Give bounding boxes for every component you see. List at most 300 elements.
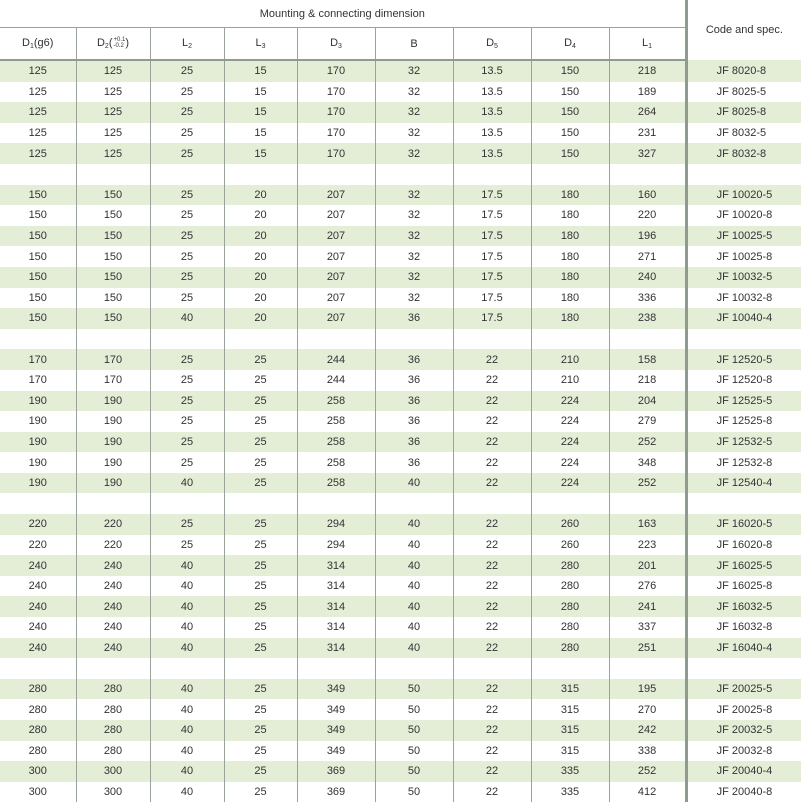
cell-l3: 25 — [224, 720, 297, 741]
cell-d1: 280 — [0, 741, 76, 762]
cell-l2: 25 — [150, 267, 224, 288]
cell-d2: 220 — [76, 514, 150, 535]
cell-l2: 40 — [150, 638, 224, 659]
table-row — [0, 596, 801, 617]
cell-d3: 244 — [297, 370, 375, 391]
cell-d4: 150 — [531, 60, 609, 82]
cell-d1: 280 — [0, 679, 76, 700]
cell-d2 — [76, 658, 150, 679]
cell-d2: 125 — [76, 143, 150, 164]
cell-l1: 218 — [609, 60, 686, 82]
cell-l2 — [150, 493, 224, 514]
cell-d1: 280 — [0, 720, 76, 741]
cell-l3: 20 — [224, 308, 297, 329]
cell-d5: 17.5 — [453, 205, 531, 226]
cell-b: 50 — [375, 782, 453, 802]
cell-b — [375, 329, 453, 350]
table-row — [0, 164, 801, 185]
cell-d4: 150 — [531, 143, 609, 164]
cell-d2 — [76, 164, 150, 185]
cell-l2: 25 — [150, 143, 224, 164]
cell-d1: 150 — [0, 267, 76, 288]
cell-d1 — [0, 164, 76, 185]
cell-l1 — [609, 493, 686, 514]
cell-l2: 25 — [150, 102, 224, 123]
cell-d3: 207 — [297, 185, 375, 206]
table-row — [0, 720, 801, 741]
cell-b: 40 — [375, 473, 453, 494]
cell-d1: 125 — [0, 82, 76, 103]
cell-d5: 17.5 — [453, 226, 531, 247]
cell-b: 32 — [375, 143, 453, 164]
cell-l3: 20 — [224, 267, 297, 288]
table-row — [0, 514, 801, 535]
cell-d2: 240 — [76, 617, 150, 638]
cell-d5: 22 — [453, 514, 531, 535]
cell-d5 — [453, 493, 531, 514]
cell-b: 36 — [375, 370, 453, 391]
cell-d4 — [531, 658, 609, 679]
cell-d4: 280 — [531, 617, 609, 638]
cell-b: 36 — [375, 349, 453, 370]
cell-l3: 15 — [224, 143, 297, 164]
cell-d4: 224 — [531, 432, 609, 453]
cell-d5 — [453, 164, 531, 185]
cell-d1: 300 — [0, 761, 76, 782]
table-row — [0, 617, 801, 638]
cell-code: JF 20025-8 — [686, 699, 801, 720]
cell-d1: 240 — [0, 596, 76, 617]
cell-l3: 25 — [224, 432, 297, 453]
cell-d3: 314 — [297, 596, 375, 617]
cell-b: 32 — [375, 82, 453, 103]
cell-d5: 22 — [453, 370, 531, 391]
cell-l2 — [150, 164, 224, 185]
cell-b — [375, 658, 453, 679]
cell-d2: 190 — [76, 473, 150, 494]
cell-l2: 25 — [150, 288, 224, 309]
cell-l1: 348 — [609, 452, 686, 473]
cell-d4: 180 — [531, 185, 609, 206]
table-row — [0, 185, 801, 206]
cell-d5: 22 — [453, 535, 531, 556]
table-row — [0, 535, 801, 556]
cell-l3: 25 — [224, 679, 297, 700]
cell-d1: 150 — [0, 246, 76, 267]
cell-l3: 25 — [224, 596, 297, 617]
cell-d5: 22 — [453, 720, 531, 741]
cell-b: 32 — [375, 246, 453, 267]
cell-b: 50 — [375, 720, 453, 741]
cell-d5: 22 — [453, 761, 531, 782]
cell-d1: 190 — [0, 473, 76, 494]
cell-d4: 315 — [531, 741, 609, 762]
cell-d1: 150 — [0, 205, 76, 226]
cell-l1: 264 — [609, 102, 686, 123]
table-row — [0, 432, 801, 453]
cell-code: JF 12520-8 — [686, 370, 801, 391]
cell-d1 — [0, 493, 76, 514]
cell-d1: 150 — [0, 185, 76, 206]
cell-d3 — [297, 493, 375, 514]
cell-d3: 207 — [297, 246, 375, 267]
cell-d4: 335 — [531, 761, 609, 782]
cell-b: 50 — [375, 761, 453, 782]
cell-code: JF 8020-8 — [686, 60, 801, 82]
cell-l3: 25 — [224, 349, 297, 370]
cell-l1: 241 — [609, 596, 686, 617]
cell-d3: 207 — [297, 308, 375, 329]
cell-code: JF 10020-5 — [686, 185, 801, 206]
cell-d3: 170 — [297, 102, 375, 123]
cell-d3 — [297, 164, 375, 185]
cell-d2: 190 — [76, 432, 150, 453]
cell-l2: 25 — [150, 60, 224, 82]
cell-l1: 195 — [609, 679, 686, 700]
cell-d4: 224 — [531, 411, 609, 432]
cell-d2: 240 — [76, 576, 150, 597]
cell-d2: 150 — [76, 308, 150, 329]
table-row — [0, 411, 801, 432]
cell-l2: 40 — [150, 720, 224, 741]
cell-code: JF 20040-4 — [686, 761, 801, 782]
cell-l1: 336 — [609, 288, 686, 309]
cell-d5: 22 — [453, 432, 531, 453]
cell-d4: 180 — [531, 226, 609, 247]
cell-d4: 224 — [531, 473, 609, 494]
cell-d2: 125 — [76, 82, 150, 103]
cell-code — [686, 493, 801, 514]
cell-l3: 25 — [224, 699, 297, 720]
col-header-d1: $D_1(g6)$ — [0, 28, 76, 61]
cell-l1 — [609, 329, 686, 350]
cell-d1: 125 — [0, 102, 76, 123]
cell-l3: 20 — [224, 205, 297, 226]
cell-d2: 240 — [76, 596, 150, 617]
cell-code: JF 20025-5 — [686, 679, 801, 700]
cell-d3: 314 — [297, 638, 375, 659]
cell-d5: 22 — [453, 617, 531, 638]
cell-d1 — [0, 329, 76, 350]
cell-d4: 150 — [531, 102, 609, 123]
cell-b: 32 — [375, 267, 453, 288]
cell-b: 36 — [375, 411, 453, 432]
table-row — [0, 658, 801, 679]
cell-d1: 240 — [0, 617, 76, 638]
table-row — [0, 761, 801, 782]
col-header-d3: $D_3$ — [297, 28, 375, 61]
cell-l2: 40 — [150, 782, 224, 802]
cell-code: JF 16032-5 — [686, 596, 801, 617]
cell-d2: 220 — [76, 535, 150, 556]
cell-d4: 224 — [531, 391, 609, 412]
cell-d1: 150 — [0, 308, 76, 329]
table-row — [0, 288, 801, 309]
cell-d1: 190 — [0, 452, 76, 473]
cell-d2: 190 — [76, 411, 150, 432]
cell-l1: 327 — [609, 143, 686, 164]
cell-d4: 180 — [531, 267, 609, 288]
cell-d5: 13.5 — [453, 60, 531, 82]
cell-d2: 150 — [76, 226, 150, 247]
cell-d1: 240 — [0, 555, 76, 576]
cell-code: JF 20040-8 — [686, 782, 801, 802]
cell-d5: 22 — [453, 555, 531, 576]
cell-b: 50 — [375, 679, 453, 700]
cell-d3: 258 — [297, 432, 375, 453]
cell-code: JF 16025-8 — [686, 576, 801, 597]
cell-d1 — [0, 658, 76, 679]
col-header-l3: $L_3$ — [224, 28, 297, 61]
cell-l3: 25 — [224, 761, 297, 782]
cell-l1: 271 — [609, 246, 686, 267]
cell-l2: 40 — [150, 555, 224, 576]
cell-d4: 224 — [531, 452, 609, 473]
cell-l2: 40 — [150, 699, 224, 720]
cell-l1: 204 — [609, 391, 686, 412]
col-header-d2: $D_2(+0.1$ -0.2 ) — [76, 28, 150, 61]
cell-d1: 220 — [0, 535, 76, 556]
cell-d3: 314 — [297, 555, 375, 576]
cell-d3: 207 — [297, 226, 375, 247]
col-header-d4: $D_4$ — [531, 28, 609, 61]
cell-b: 32 — [375, 205, 453, 226]
cell-d5: 22 — [453, 638, 531, 659]
cell-d5: 17.5 — [453, 308, 531, 329]
cell-l1: 251 — [609, 638, 686, 659]
table-row — [0, 82, 801, 103]
cell-b: 40 — [375, 617, 453, 638]
cell-l2: 25 — [150, 205, 224, 226]
cell-l1: 201 — [609, 555, 686, 576]
cell-l3: 15 — [224, 102, 297, 123]
cell-l3: 20 — [224, 226, 297, 247]
cell-d4: 280 — [531, 576, 609, 597]
cell-d4: 150 — [531, 82, 609, 103]
cell-b — [375, 493, 453, 514]
cell-code: JF 8032-5 — [686, 123, 801, 144]
cell-code: JF 16020-8 — [686, 535, 801, 556]
cell-code: JF 10032-5 — [686, 267, 801, 288]
cell-b: 32 — [375, 288, 453, 309]
cell-d5: 22 — [453, 391, 531, 412]
cell-d3: 170 — [297, 82, 375, 103]
cell-d5: 22 — [453, 411, 531, 432]
cell-d5 — [453, 658, 531, 679]
cell-d5: 17.5 — [453, 267, 531, 288]
cell-l3: 25 — [224, 535, 297, 556]
cell-code: JF 16020-5 — [686, 514, 801, 535]
cell-code: JF 8025-8 — [686, 102, 801, 123]
cell-code: JF 20032-5 — [686, 720, 801, 741]
cell-d5: 22 — [453, 699, 531, 720]
cell-d3: 349 — [297, 679, 375, 700]
cell-b: 36 — [375, 391, 453, 412]
cell-l1: 220 — [609, 205, 686, 226]
cell-code: JF 10040-4 — [686, 308, 801, 329]
cell-l1: 270 — [609, 699, 686, 720]
cell-l1: 276 — [609, 576, 686, 597]
cell-l2: 25 — [150, 411, 224, 432]
cell-d5: 22 — [453, 473, 531, 494]
cell-d2: 280 — [76, 679, 150, 700]
cell-l3: 20 — [224, 185, 297, 206]
cell-b: 40 — [375, 514, 453, 535]
cell-l2: 40 — [150, 308, 224, 329]
cell-d2: 125 — [76, 123, 150, 144]
table-row — [0, 473, 801, 494]
cell-d4: 280 — [531, 596, 609, 617]
table-row — [0, 576, 801, 597]
cell-d1: 170 — [0, 349, 76, 370]
cell-b: 40 — [375, 596, 453, 617]
cell-l1: 218 — [609, 370, 686, 391]
cell-code: JF 16032-8 — [686, 617, 801, 638]
cell-code: JF 8032-8 — [686, 143, 801, 164]
code-spec-header: Code and spec. — [686, 0, 801, 60]
cell-code: JF 12532-8 — [686, 452, 801, 473]
cell-d3: 207 — [297, 205, 375, 226]
cell-d5: 22 — [453, 596, 531, 617]
cell-l2: 25 — [150, 452, 224, 473]
table-row — [0, 452, 801, 473]
cell-l2: 40 — [150, 741, 224, 762]
cell-l2: 40 — [150, 473, 224, 494]
cell-d2: 170 — [76, 349, 150, 370]
cell-l1: 337 — [609, 617, 686, 638]
cell-d5: 17.5 — [453, 246, 531, 267]
cell-l1: 240 — [609, 267, 686, 288]
cell-d3 — [297, 658, 375, 679]
cell-l2: 25 — [150, 226, 224, 247]
cell-d4: 315 — [531, 720, 609, 741]
cell-code: JF 12525-5 — [686, 391, 801, 412]
cell-l1: 231 — [609, 123, 686, 144]
cell-code: JF 12540-4 — [686, 473, 801, 494]
cell-d2: 240 — [76, 638, 150, 659]
cell-d5: 22 — [453, 576, 531, 597]
cell-l1: 252 — [609, 432, 686, 453]
cell-d3: 369 — [297, 761, 375, 782]
cell-code — [686, 329, 801, 350]
cell-d2: 300 — [76, 782, 150, 802]
cell-l1: 189 — [609, 82, 686, 103]
table-row — [0, 102, 801, 123]
cell-l1: 252 — [609, 761, 686, 782]
cell-l2: 25 — [150, 185, 224, 206]
cell-l1: 163 — [609, 514, 686, 535]
cell-d2: 280 — [76, 720, 150, 741]
cell-code: JF 10032-8 — [686, 288, 801, 309]
cell-d2: 125 — [76, 102, 150, 123]
cell-d5: 13.5 — [453, 82, 531, 103]
cell-d2: 150 — [76, 267, 150, 288]
cell-d2: 300 — [76, 761, 150, 782]
d2-tolerance: +0.1 -0.2 — [113, 37, 126, 50]
table-row — [0, 699, 801, 720]
cell-d4: 315 — [531, 699, 609, 720]
cell-code: JF 8025-5 — [686, 82, 801, 103]
cell-l3: 15 — [224, 60, 297, 82]
cell-l2: 25 — [150, 391, 224, 412]
cell-d4: 335 — [531, 782, 609, 802]
cell-code: JF 10025-5 — [686, 226, 801, 247]
cell-l1: 160 — [609, 185, 686, 206]
cell-l1: 158 — [609, 349, 686, 370]
cell-l1: 196 — [609, 226, 686, 247]
cell-d5: 13.5 — [453, 123, 531, 144]
cell-d3: 207 — [297, 288, 375, 309]
cell-d5: 22 — [453, 782, 531, 802]
cell-d4: 150 — [531, 123, 609, 144]
cell-d3: 314 — [297, 617, 375, 638]
cell-l3: 25 — [224, 514, 297, 535]
cell-d3: 170 — [297, 60, 375, 82]
table-row — [0, 370, 801, 391]
cell-code: JF 10020-8 — [686, 205, 801, 226]
cell-d1: 150 — [0, 226, 76, 247]
cell-l3: 15 — [224, 123, 297, 144]
cell-l3: 25 — [224, 617, 297, 638]
cell-l2: 25 — [150, 514, 224, 535]
cell-d3: 349 — [297, 741, 375, 762]
cell-l1: 223 — [609, 535, 686, 556]
cell-d1: 190 — [0, 411, 76, 432]
cell-l1: 338 — [609, 741, 686, 762]
cell-d2: 280 — [76, 741, 150, 762]
cell-l1 — [609, 658, 686, 679]
cell-d1: 125 — [0, 123, 76, 144]
cell-l2 — [150, 329, 224, 350]
cell-d3: 207 — [297, 267, 375, 288]
cell-d1: 190 — [0, 391, 76, 412]
cell-l3 — [224, 658, 297, 679]
cell-b: 32 — [375, 226, 453, 247]
cell-d2: 170 — [76, 370, 150, 391]
table-row — [0, 308, 801, 329]
cell-d5: 22 — [453, 452, 531, 473]
cell-d1: 220 — [0, 514, 76, 535]
header-title-row — [0, 0, 801, 28]
cell-code — [686, 164, 801, 185]
cell-l3: 25 — [224, 741, 297, 762]
cell-l3: 20 — [224, 246, 297, 267]
cell-code: JF 16025-5 — [686, 555, 801, 576]
cell-d3: 294 — [297, 535, 375, 556]
cell-l3: 25 — [224, 391, 297, 412]
cell-l1: 238 — [609, 308, 686, 329]
cell-l2: 25 — [150, 82, 224, 103]
cell-b: 32 — [375, 185, 453, 206]
cell-d1: 300 — [0, 782, 76, 802]
cell-d2 — [76, 329, 150, 350]
cell-code: JF 12525-8 — [686, 411, 801, 432]
cell-d5: 13.5 — [453, 143, 531, 164]
cell-d5: 22 — [453, 741, 531, 762]
table-row — [0, 246, 801, 267]
cell-d3: 258 — [297, 452, 375, 473]
header-columns-row — [0, 28, 801, 61]
table-row — [0, 679, 801, 700]
cell-code: JF 10025-8 — [686, 246, 801, 267]
cell-b: 40 — [375, 535, 453, 556]
cell-b — [375, 164, 453, 185]
cell-b: 40 — [375, 555, 453, 576]
cell-b: 32 — [375, 102, 453, 123]
cell-d5 — [453, 329, 531, 350]
cell-l3: 25 — [224, 638, 297, 659]
cell-d4: 180 — [531, 246, 609, 267]
